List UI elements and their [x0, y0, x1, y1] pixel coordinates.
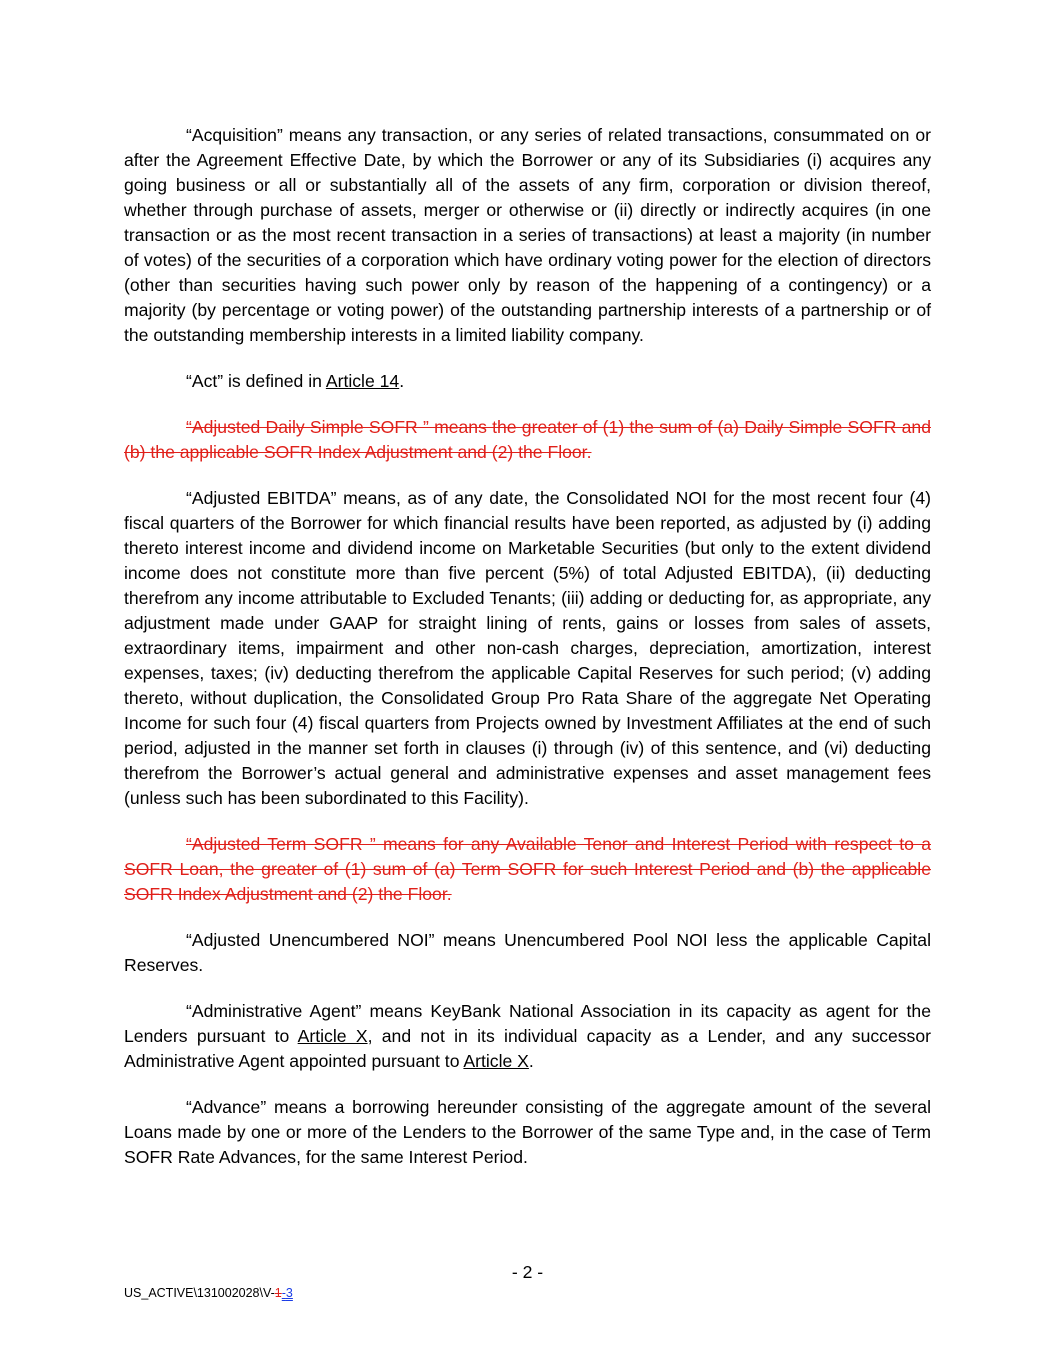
- article-x-reference: Article X: [297, 1026, 368, 1046]
- document-body: [124, 123, 931, 1191]
- version-inserted: 3: [285, 1286, 293, 1300]
- admin-agent-text-1: “Administrative Agent” means KeyBank National Association in its capacity as agent for the Lenders pursuant to: [124, 1001, 931, 1046]
- definition-adjusted-daily-simple-sofr-deleted: “Adjusted Daily Simple SOFR ” means the greater of (1) the sum of (a) Daily Simple SOFR and (b) the applicable SOFR Index Adjustment and (2) the Floor.: [124, 417, 931, 462]
- article-x-reference: Article X: [463, 1051, 529, 1071]
- act-period: .: [399, 371, 405, 391]
- definition-acquisition: “Acquisition” means any transaction, or any series of related transactions, consummated on or after the Agreement Effective Date, by which the Borrower or any of its Subsidiaries (i) acquires any going business or all or substantially all of the assets of any firm, corporation or division thereof, whether through purchase of assets, merger or otherwise or (ii) directly or indirectly acquires (in one transaction or as the most recent transaction in a series of transactions) at least a majority (in number of votes) of the securities of a corporation which have ordinary voting power for the election of directors (other than securities having such power only by reason of the happening of a contingency) or a majority (by percentage or voting power) of the outstanding partnership interests of a partnership or of the outstanding membership interests in a limited liability company.: [124, 125, 931, 345]
- definition-adjusted-term-sofr-deleted: “Adjusted Term SOFR ” means for any Available Tenor and Interest Period with respect to a SOFR Loan, the greater of (1) sum of (a) Term SOFR for such Interest Period and (b) the applicable SOFR Index Adjustment and (2) the Floor.: [124, 834, 931, 904]
- version-deleted: 1: [274, 1286, 282, 1300]
- definition-advance: “Advance” means a borrowing hereunder consisting of the aggregate amount of the several Loans made by one or more of the Lenders to the Borrower of the same Type and, in the case of Term SOFR Rate Advances, for the same Interest Period.: [124, 1097, 931, 1167]
- document-id: [124, 1286, 293, 1300]
- definition-adjusted-unencumbered-noi: “Adjusted Unencumbered NOI” means Unencumbered Pool NOI less the applicable Capital Reserves.: [124, 930, 931, 975]
- definition-administrative-agent: [124, 999, 931, 1074]
- admin-agent-text-3: .: [528, 1051, 534, 1071]
- article-14-reference: Article 14: [325, 371, 400, 391]
- admin-agent-text-2: , and not in its individual capacity as a Lender, and any successor Administrative Agent appointed pursuant to: [124, 1026, 931, 1071]
- version-separator: -: [281, 1286, 286, 1300]
- definition-act: [124, 369, 931, 394]
- act-text: “Act” is defined in: [186, 371, 326, 391]
- doc-id-prefix: US_ACTIVE\131002028\V-: [124, 1286, 275, 1300]
- definition-adjusted-ebitda: “Adjusted EBITDA” means, as of any date, the Consolidated NOI for the most recent four (4) fiscal quarters of the Borrower for which financial results have been reported, as adjusted by (i) adding thereto interest income and dividend income on Marketable Securities (but only to the extent dividend income does not constitute more than five percent (5%) of total Adjusted EBITDA), (ii) deducting therefrom any income attributable to Excluded Tenants; (iii) adding or deducting for, as appropriate, any adjustment made under GAAP for straight lining of rents, gains or losses from sales of assets, extraordinary items, impairment and other non-cash charges, depreciation, amortization, interest expenses, taxes; (iv) deducting therefrom the applicable Capital Reserves for such period; (v) adding thereto, without duplication, the Consolidated Group Pro Rata Share of the aggregate Net Operating Income for such four (4) fiscal quarters from Projects owned by Investment Affiliates at the end of such period, adjusted in the manner set forth in clauses (i) through (iv) of this sentence, and (vi) deducting therefrom the Borrower’s actual general and administrative expenses and asset management fees (unless such has been subordinated to this Facility).: [124, 488, 931, 808]
- page-number: - 2 -: [511, 1262, 544, 1282]
